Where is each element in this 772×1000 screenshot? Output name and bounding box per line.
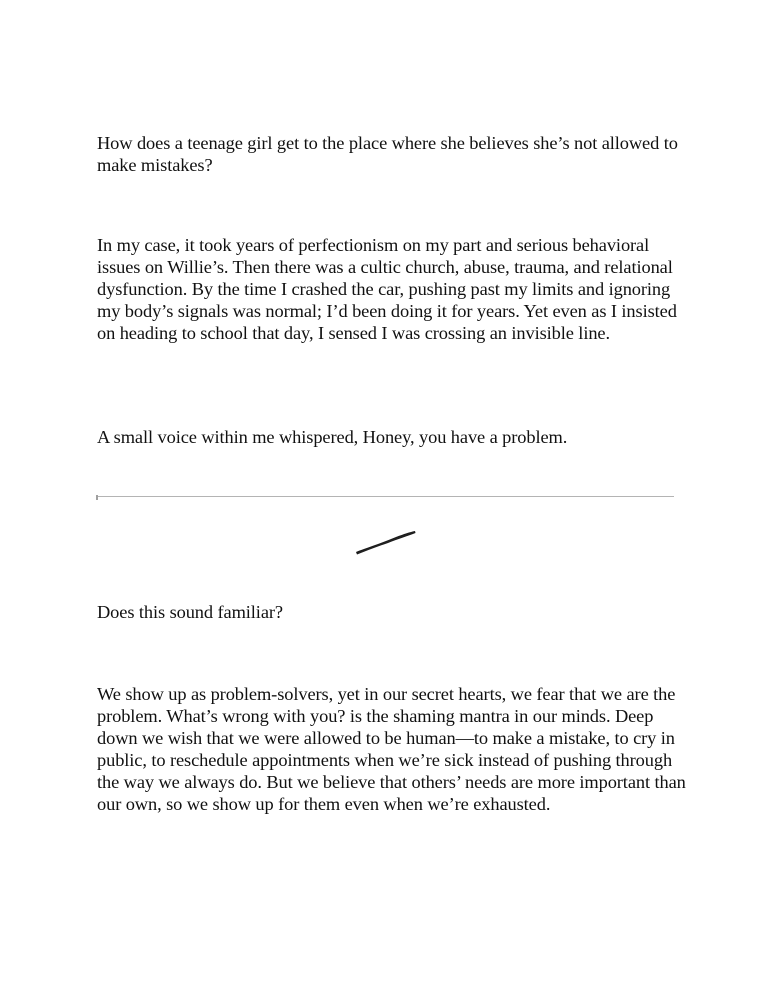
paragraph-problem-solvers: We show up as problem-solvers, yet in our secret hearts, we fear that we are the problem. What’s wrong with you? is the shaming mantra in our minds. Deep down we wish that we were allowed to be human—to make a mistake, to cry in public, to reschedule appointments when we’re sick instead of pushing through the way we always do. But we believe that others’ needs are more important than our own, so we show up for them even when we’re exhausted. (97, 684, 686, 814)
section-divider-line (97, 496, 674, 497)
paragraph-backstory: In my case, it took years of perfectionism on my part and serious behavioral issues on Willie’s. Then there was a cultic church, abuse, trauma, and relational dysfunction. By the time I crashed the car, pushing past my limits and ignoring my body’s signals was normal; I’d been doing it for years. Yet even as I insisted on heading to school that day, I sensed I was crossing an invisible line. (97, 235, 677, 343)
section-divider-tick (96, 495, 98, 500)
brush-stroke-icon (352, 528, 418, 558)
paragraph-familiar-question: Does this sound familiar? (97, 602, 283, 622)
paragraph-opening-question: How does a teenage girl get to the place where she believes she’s not allowed to make mistakes? (97, 133, 678, 175)
paragraph-inner-voice: A small voice within me whispered, Honey, you have a problem. (97, 427, 568, 447)
